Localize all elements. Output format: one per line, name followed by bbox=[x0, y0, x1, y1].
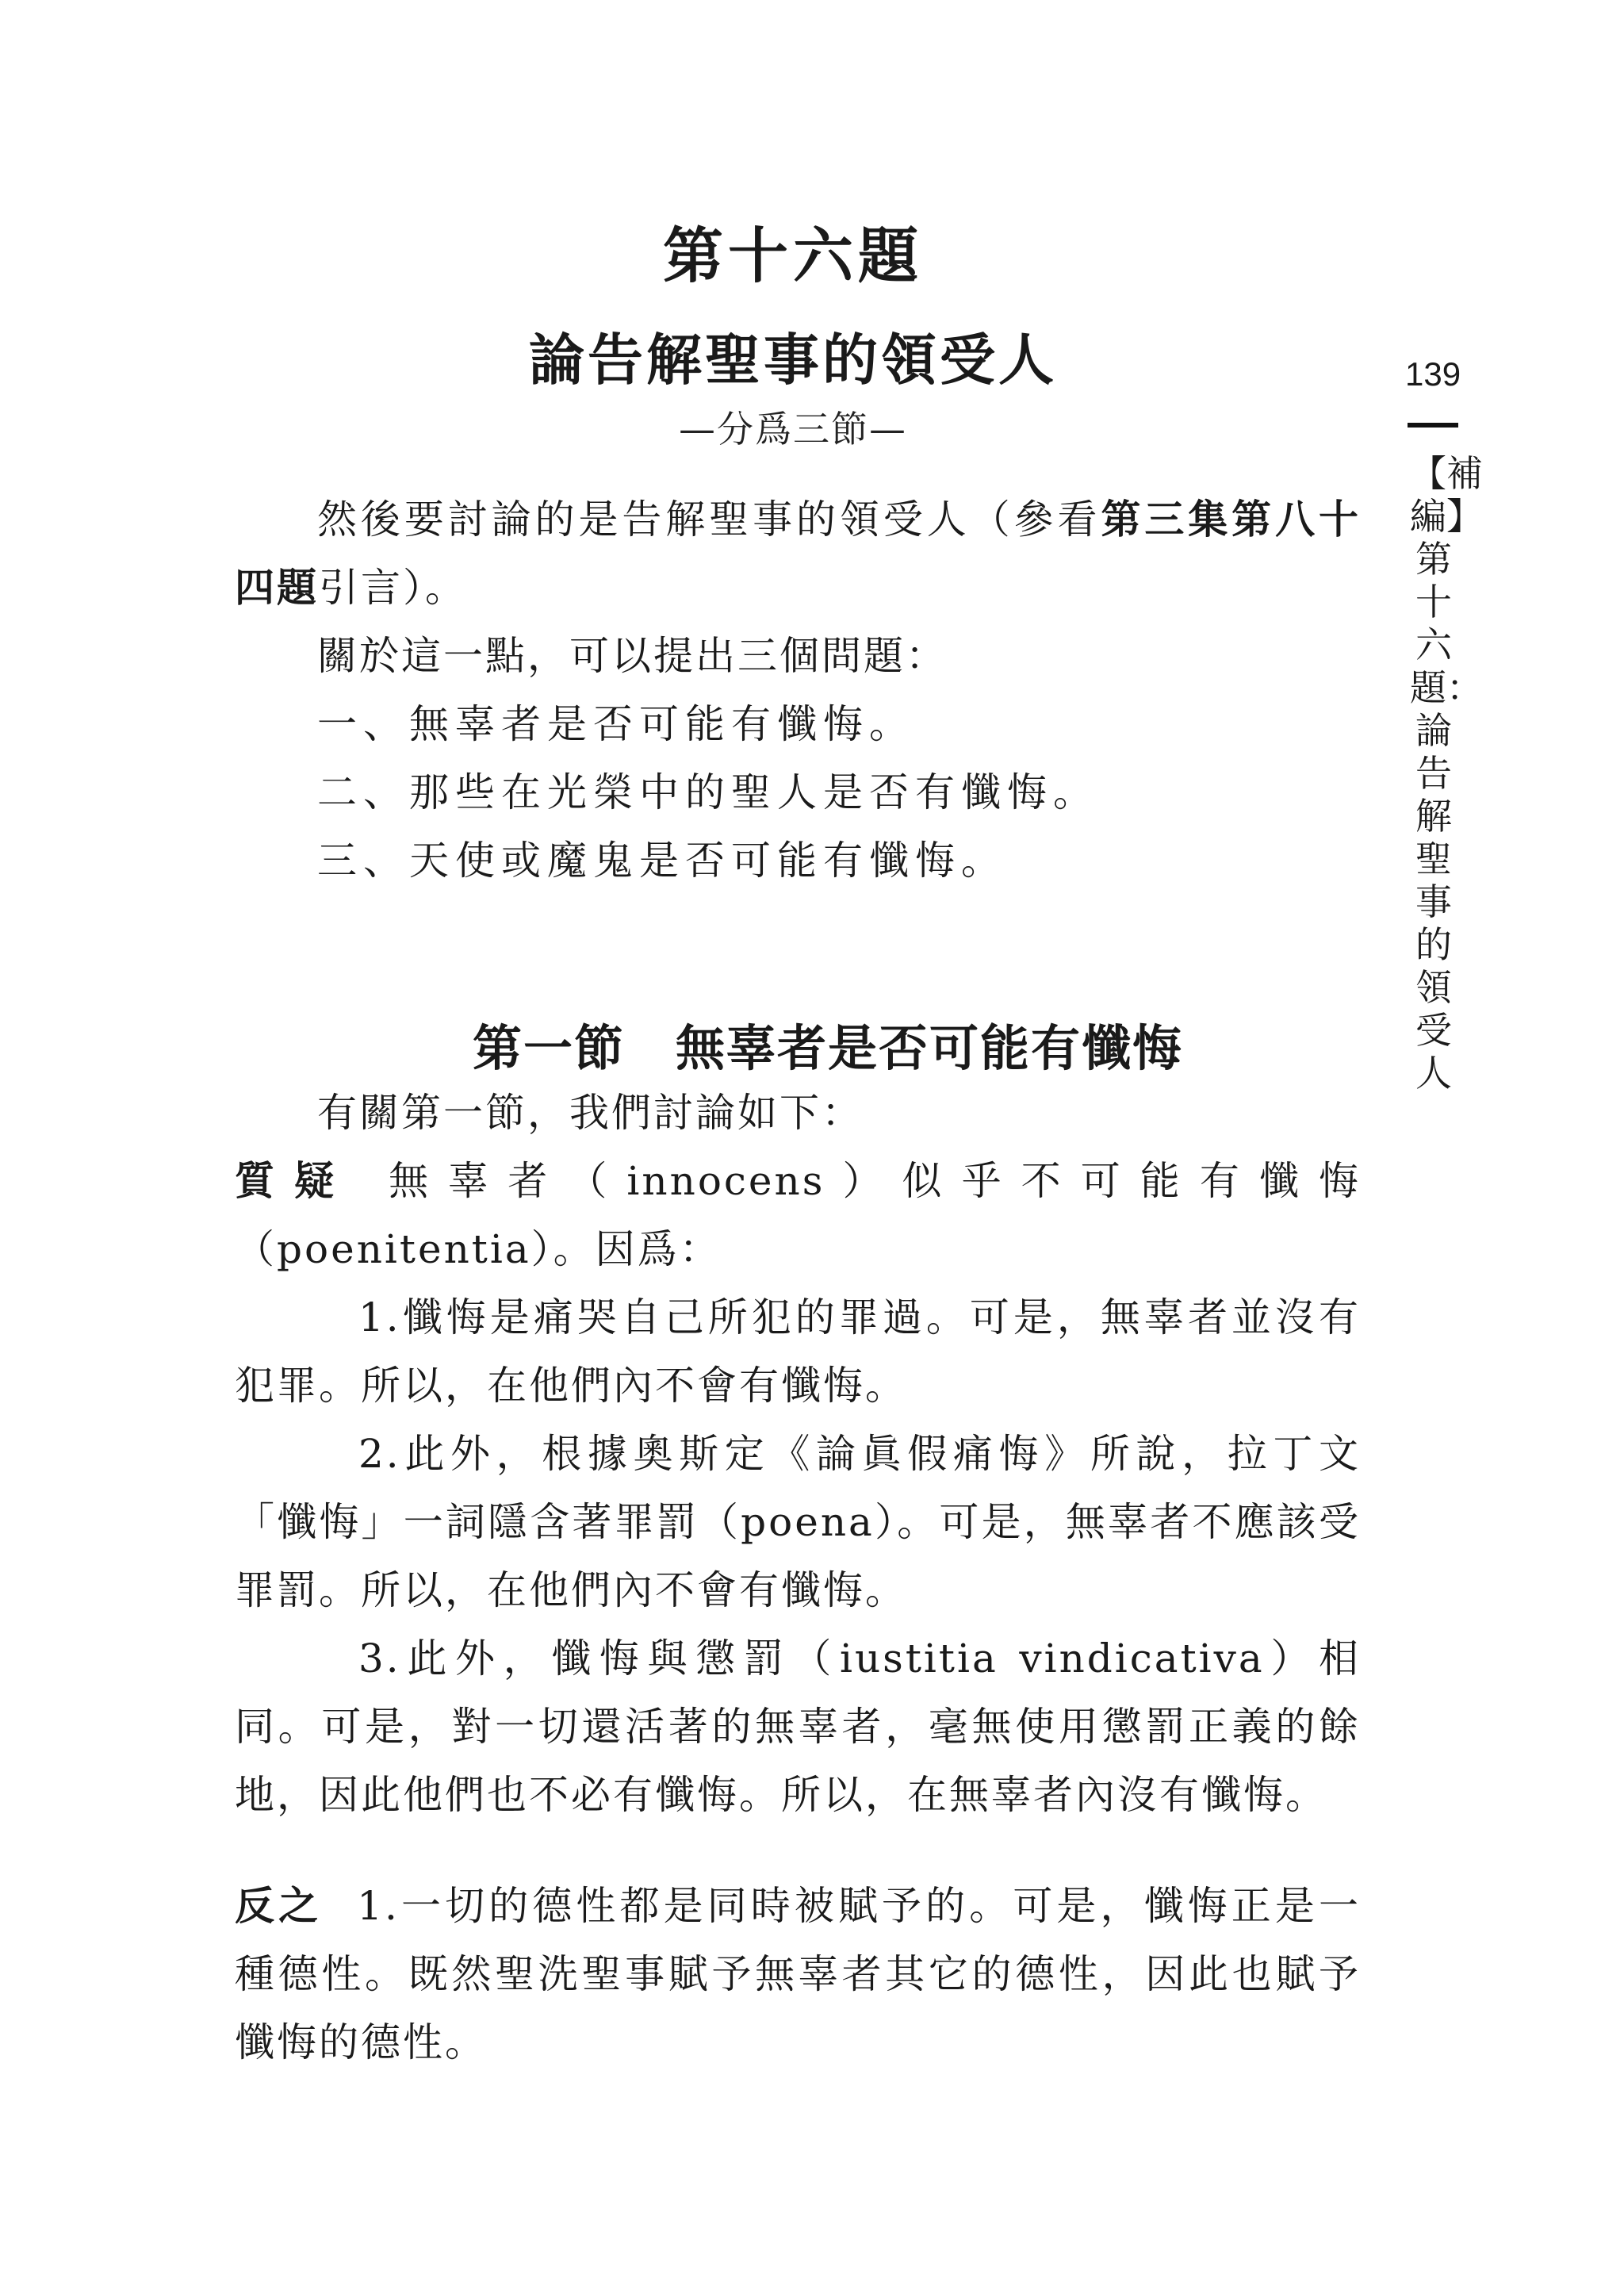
objection-1: 1.懺悔是痛哭自己所犯的罪過。可是，無辜者並沒有犯罪。所以，在他們內不會有懺悔。 bbox=[235, 1294, 1361, 1409]
page-number: 139 bbox=[1405, 355, 1461, 393]
main-title: 論告解聖事的領受人 bbox=[529, 328, 1057, 393]
intro-paragraph bbox=[235, 485, 1361, 622]
intro-text-a: 然後要討論的是告解聖事的領受人（參看 bbox=[317, 497, 1101, 543]
question-item-3: 三、天使或魔鬼是否可能有懺悔。 bbox=[317, 838, 1007, 884]
contra-paragraph bbox=[235, 1872, 1361, 2076]
contra-label: 反之 bbox=[235, 1883, 323, 1929]
section-heading: 無辜者是否可能有懺悔 bbox=[676, 1019, 1184, 1077]
running-head: 【補編】第十六題：論告解聖事的領受人 bbox=[1410, 452, 1483, 1095]
question-item-1: 一、無辜者是否可能有懺悔。 bbox=[317, 701, 915, 747]
chapter-title: 第十六題 bbox=[663, 220, 923, 291]
objection-3: 3.此外，懺悔與懲罰（iustitia vindicativa）相同。可是，對一切還活著的無辜者，毫無使用懲罰正義的餘地，因此他們也不必有懺悔。所以，在無辜者內沒有懺悔。 bbox=[235, 1635, 1361, 1818]
objection-text: 無辜者（innocens）似乎不可能有懺悔（poenitentia）。因爲： bbox=[235, 1158, 1361, 1272]
objection-paragraph bbox=[235, 1147, 1361, 1283]
questions-lead: 關於這一點，可以提出三個問題： bbox=[317, 633, 948, 679]
section-lead: 有關第一節，我們討論如下： bbox=[317, 1090, 864, 1136]
objection-label: 質疑 bbox=[235, 1158, 354, 1204]
contra-text: 1.一切的德性都是同時被賦予的。可是，懺悔正是一種德性。既然聖洗聖事賦予無辜者其它的德性，因此也賦予懺悔的德性。 bbox=[235, 1883, 1361, 2065]
section-title bbox=[473, 1009, 1183, 1079]
subtitle: —分爲三節— bbox=[679, 408, 907, 451]
intro-text-b: 引言）。 bbox=[319, 565, 467, 611]
question-item-2: 二、那些在光榮中的聖人是否有懺悔。 bbox=[317, 769, 1099, 815]
objection-2: 2.此外，根據奧斯定《論眞假痛悔》所說，拉丁文「懺悔」一詞隱含著罪罰（poena）。可是，無辜者不應該受罪罰。所以，在他們內不會有懺悔。 bbox=[235, 1431, 1361, 1613]
section-number: 第一節 bbox=[473, 1019, 626, 1077]
intro-reference: 第三集第八十四題 bbox=[235, 497, 1362, 611]
margin-rule bbox=[1408, 423, 1458, 428]
